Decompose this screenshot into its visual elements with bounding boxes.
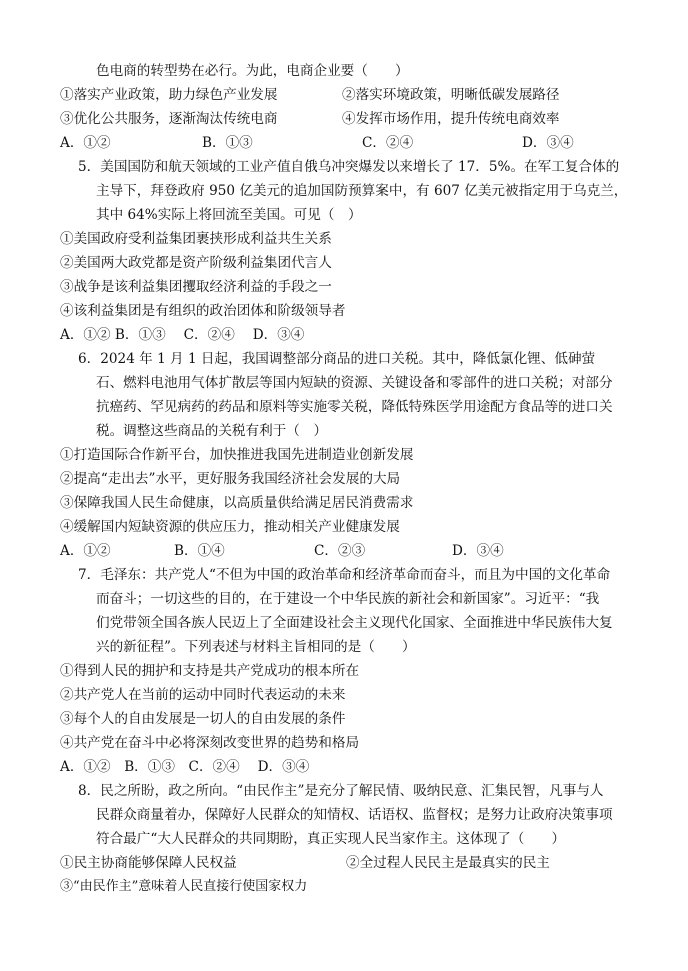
q6-answer-a: A．①② — [60, 543, 111, 559]
q7-option-4: ④共产党在奋斗中必将深刻改变世界的趋势和格局 — [60, 735, 360, 751]
q5-option-4: ④该利益集团是有组织的政治团体和阶级领导者 — [60, 303, 346, 319]
q6-answer-b: B．①④ — [174, 543, 225, 559]
q6-stem-line-4: 税。调整这些商品的关税有利于（ ） — [96, 423, 328, 439]
q7-stem-line-4: 兴的新征程”。下列表述与材料主旨相同的是（ ） — [96, 639, 416, 655]
q6-option-4: ④缓解国内短缺资源的供应压力，推动相关产业健康发展 — [60, 519, 400, 535]
q4-option-3: ③优化公共服务，逐渐淘汰传统电商 — [60, 111, 278, 127]
q8-option-3: ③“由民作主”意味着人民直接行使国家权力 — [60, 879, 308, 894]
q7-stem-line-1: 7．毛泽东：共产党人“不但为中国的政治革命和经济革命而奋斗，而且为中国的文化革命 — [78, 567, 611, 583]
q7-option-3: ③每个人的自由发展是一切人的自由发展的条件 — [60, 711, 346, 727]
q8-stem-line-2: 民群众商量着办，保障好人民群众的知情权、话语权、监督权；是努力让政府决策事项 — [96, 807, 613, 823]
q4-option-4: ④发挥市场作用，提升传统电商效率 — [342, 111, 560, 127]
q7-answers: A．①② B．①③ C．②④ D．③④ — [60, 759, 310, 775]
q8-option-1: ①民主协商能够保障人民权益 — [60, 855, 237, 871]
q8-stem-line-1: 8．民之所盼，政之所向。“由民作主”是充分了解民情、吸纳民意、汇集民智，凡事与人 — [78, 783, 604, 799]
q6-option-2: ②提高“走出去”水平，更好服务我国经济社会发展的大局 — [60, 471, 401, 487]
q5-option-3: ③战争是该利益集团攫取经济利益的手段之一 — [60, 279, 332, 295]
q7-stem-line-2: 而奋斗；一切这些的目的，在于建设一个中华民族的新社会和新国家”。习近平：“我 — [96, 591, 600, 607]
q8-option-2: ②全过程人民民主是最真实的民主 — [346, 855, 550, 871]
q4-answer-d: D．③④ — [522, 135, 574, 151]
q5-stem-line-1: 5．美国国防和航天领域的工业产值自俄乌冲突爆发以来增长了 17．5%。在军工复合体的 — [78, 159, 620, 175]
q4-option-2: ②落实环境政策，明晰低碳发展路径 — [342, 87, 560, 103]
q6-option-3: ③保障我国人民生命健康，以高质量供给满足居民消费需求 — [60, 495, 414, 511]
q5-stem-line-3: 其中 64%实际上将回流至美国。可见（ ） — [96, 207, 362, 223]
q5-stem-line-2: 主导下，拜登政府 950 亿美元的追加国防预算案中，有 607 亿美元被指定用于乌克兰， — [96, 183, 628, 199]
q4-answer-c: C．②④ — [362, 135, 414, 151]
q6-stem-line-2: 石、燃料电池用气体扩散层等国内短缺的资源、关键设备和零部件的进口关税；对部分 — [96, 375, 613, 391]
q6-option-1: ①打造国际合作新平台，加快推进我国先进制造业创新发展 — [60, 447, 414, 463]
q7-option-1: ①得到人民的拥护和支持是共产党成功的根本所在 — [60, 663, 360, 679]
q7-option-2: ②共产党人在当前的运动中同时代表运动的未来 — [60, 687, 346, 703]
q4-answer-b: B．①③ — [202, 135, 253, 151]
q7-stem-line-3: 们党带领全国各族人民迈上了全面建设社会主义现代化国家、全面推进中华民族伟大复 — [96, 615, 613, 631]
q4-answer-a: A．①② — [60, 135, 111, 151]
q5-option-1: ①美国政府受利益集团裹挟形成利益共生关系 — [60, 231, 332, 247]
q8-stem-line-3: 符合最广“大人民群众的共同期盼，真正实现人民当家作主。这体现了（ ） — [96, 831, 566, 847]
q5-option-2: ②美国两大政党都是资产阶级利益集团代言人 — [60, 255, 332, 271]
q5-answers: A．①② B．①③ C．②④ D．③④ — [60, 327, 305, 343]
q6-answer-c: C．②③ — [314, 543, 366, 559]
q4-option-1: ①落实产业政策，助力绿色产业发展 — [60, 87, 278, 103]
q4-continuation: 色电商的转型势在必行。为此，电商企业要（ ） — [96, 63, 409, 79]
q6-stem-line-3: 抗癌药、罕见病药的药品和原料等实施零关税，降低特殊医学用途配方食品等的进口关 — [96, 399, 613, 415]
q6-answer-d: D．③④ — [452, 543, 504, 559]
q6-stem-line-1: 6．2024 年 1 月 1 日起，我国调整部分商品的进口关税。其中，降低氯化锂、低砷萤 — [78, 351, 596, 367]
